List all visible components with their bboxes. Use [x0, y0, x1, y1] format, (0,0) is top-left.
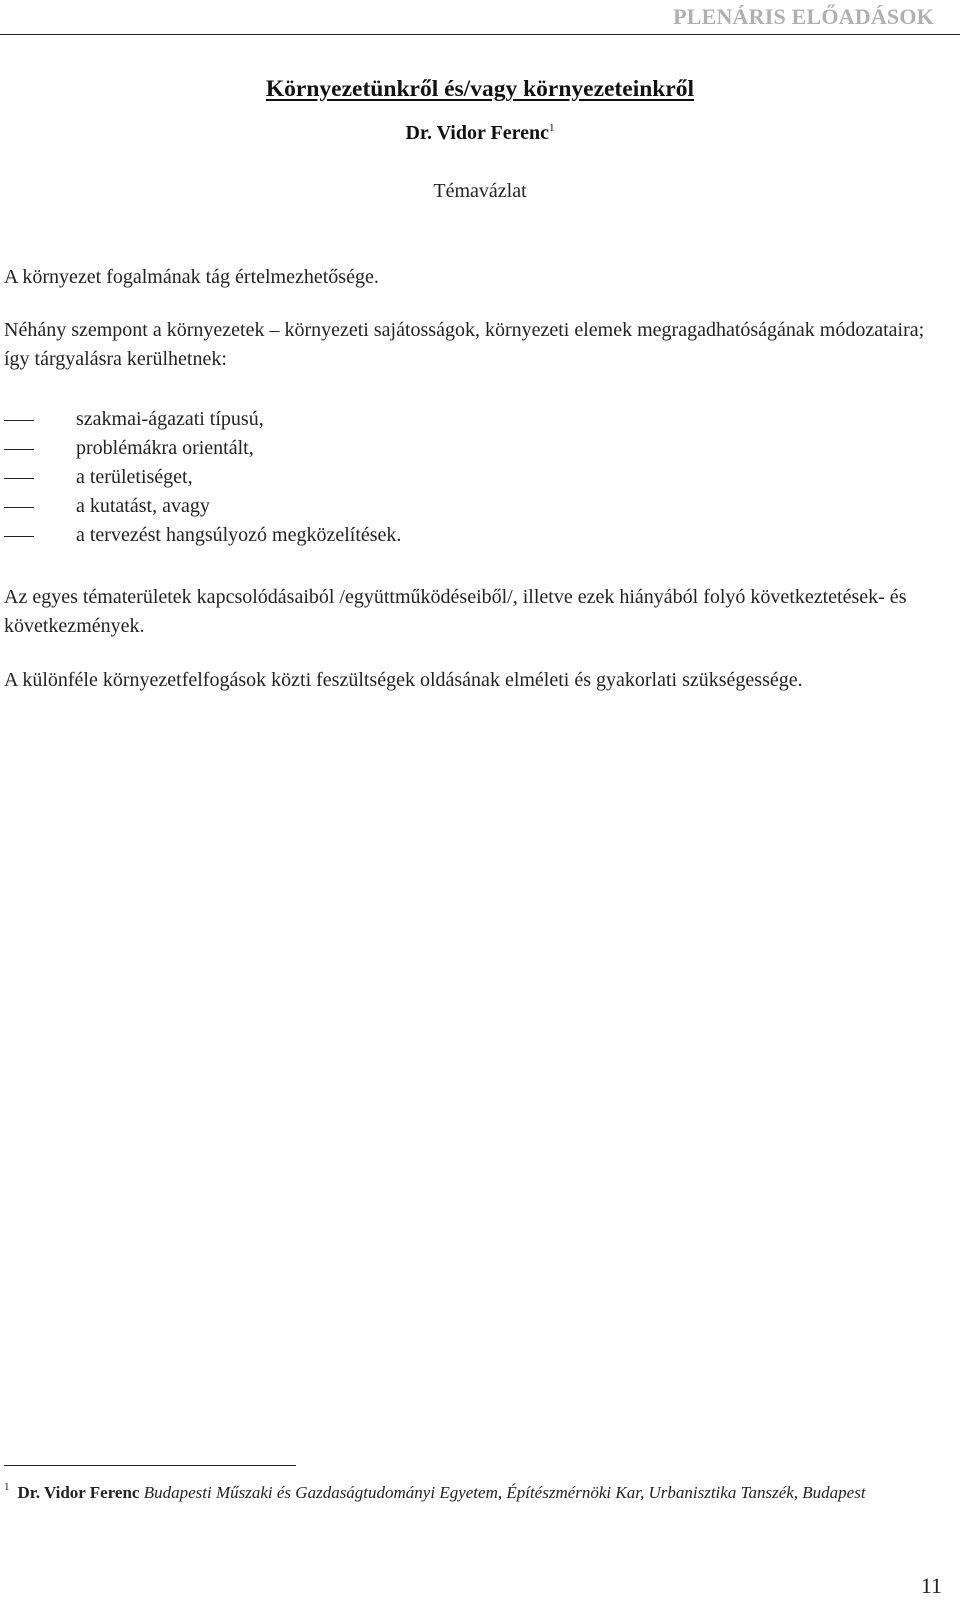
paragraph-connections: Az egyes tématerületek kapcsolódásaiból /együttműködéseiből/, illetve ezek hiányából folyó következtetések- és következmények.: [4, 586, 907, 637]
list-item-text: problémákra orientált,: [76, 437, 254, 459]
dash-bullet: [4, 478, 34, 479]
running-header: PLENÁRIS ELŐADÁSOK: [673, 4, 934, 29]
header-rule: [0, 34, 960, 35]
dash-bullet: [4, 536, 34, 537]
list-item-text: a területiséget,: [76, 466, 193, 488]
subtitle: Témavázlat: [433, 180, 527, 202]
approach-list: [4, 405, 401, 550]
list-item-text: a kutatást, avagy: [76, 495, 210, 517]
page-number: 11: [920, 1573, 942, 1598]
list-item: [4, 521, 401, 550]
dash-bullet: [4, 507, 34, 508]
footnote: [4, 1475, 944, 1505]
list-item: [4, 405, 401, 434]
author-footnote-mark[interactable]: 1: [549, 122, 555, 134]
list-item: [4, 463, 401, 492]
list-item-text: szakmai-ágazati típusú,: [76, 408, 264, 430]
footnote-affiliation: Budapesti Műszaki és Gazdaságtudományi Egyetem, Építészmérnöki Kar, Urbanisztika Tanszék, Budapest: [143, 1483, 866, 1502]
article-title: Környezetünkről és/vagy környezeteinkről: [265, 76, 695, 102]
dash-bullet: [4, 420, 34, 421]
list-item: [4, 434, 401, 463]
paragraph-tensions: A különféle környezetfelfogások közti feszültségek oldásának elméleti és gyakorlati szükségessége.: [4, 669, 803, 691]
list-item: [4, 492, 401, 521]
footnote-author: Dr. Vidor Ferenc: [17, 1483, 140, 1502]
paragraph-intro: A környezet fogalmának tág értelmezhetősége.: [4, 266, 379, 288]
author-line: [0, 122, 960, 145]
footnote-rule: [4, 1465, 296, 1466]
paragraph-aspects: Néhány szempont a környezetek – környezeti sajátosságok, környezeti elemek megragadhatóságának módozataira; így tárgyalásra kerülhetnek:: [4, 319, 925, 370]
list-item-text: a tervezést hangsúlyozó megközelítések.: [76, 524, 402, 546]
dash-bullet: [4, 449, 34, 450]
author-name: Dr. Vidor Ferenc: [405, 122, 549, 144]
footnote-mark: 1: [4, 1481, 10, 1493]
